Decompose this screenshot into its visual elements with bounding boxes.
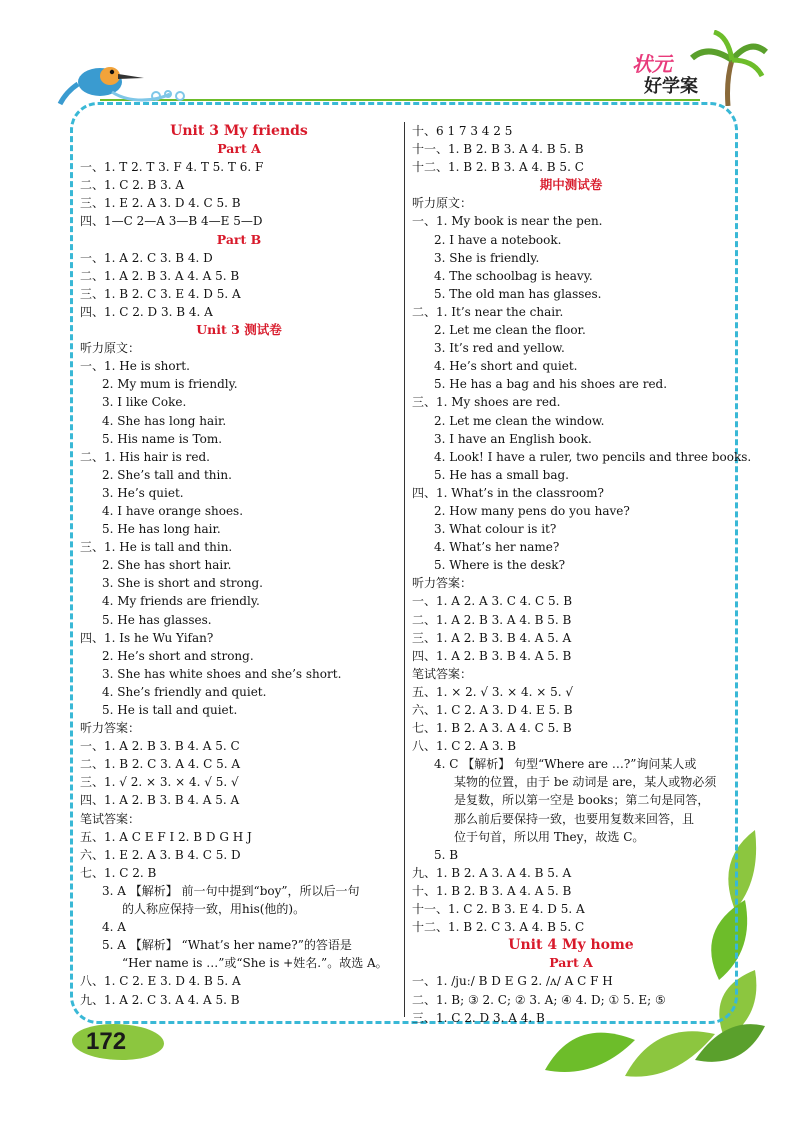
answer-line: 九、1. B 2. A 3. A 4. B 5. A: [412, 865, 572, 880]
answer-line-indented: 3. He’s quiet.: [102, 485, 184, 500]
answer-line: 二、1. C 2. B 3. A: [80, 178, 185, 193]
answer-line-indented: 4. What’s her name?: [434, 540, 560, 555]
logo-line1: 状元: [632, 52, 672, 76]
answer-line: 一、1. My book is near the pen.: [412, 214, 603, 229]
answer-line: 十、1. B 2. B 3. A 4. A 5. B: [412, 883, 572, 898]
answer-line-continuation: “Her name is …”或“She is +姓名.”。故选 A。: [122, 956, 388, 971]
right-column: [412, 122, 752, 1027]
answer-line: 三、1. √ 2. × 3. × 4. √ 5. √: [80, 775, 239, 790]
answer-line-continuation: 是复数，所以第一空是 books；第二句是同答，: [454, 793, 710, 808]
answer-line: 听力原文：: [412, 196, 473, 211]
answer-line-continuation: 某物的位置，由于 be 动词是 are，某人或物必须: [454, 775, 717, 790]
answer-line: 听力原文：: [80, 341, 141, 356]
answer-line-indented: 3. She has white shoes and she’s short.: [102, 666, 342, 681]
answer-line: 二、1. B; ③ 2. C; ② 3. A; ④ 4. D; ① 5. E; ⑤: [412, 992, 666, 1007]
answer-line-indented: 5. He has long hair.: [102, 522, 221, 537]
answer-line-indented: 4. The schoolbag is heavy.: [434, 268, 593, 283]
answer-line: 八、1. C 2. A 3. B: [412, 739, 517, 754]
answer-line: 五、1. × 2. √ 3. × 4. × 5. √: [412, 684, 574, 699]
logo-line2: 好学案: [644, 76, 698, 97]
answer-line-indented: 3. What colour is it?: [434, 522, 557, 537]
answer-line-indented: 5. He has a bag and his shoes are red.: [434, 377, 668, 392]
section-title: Unit 3 My friends: [170, 123, 308, 139]
answer-line: 三、1. My shoes are red.: [412, 395, 561, 410]
answer-line: 九、1. A 2. C 3. A 4. A 5. B: [80, 992, 240, 1007]
answer-line: 二、1. B 2. C 3. A 4. C 5. A: [80, 757, 241, 772]
answer-line: 一、1. A 2. C 3. B 4. D: [80, 250, 213, 265]
answer-line-indented: 2. Let me clean the window.: [434, 413, 605, 428]
answer-line-indented: 5. He is tall and quiet.: [102, 703, 238, 717]
answer-line-indented: 4. C 【解析】 句型“Where are …?”询问某人或: [434, 757, 697, 772]
answer-line: 一、1. A 2. A 3. C 4. C 5. B: [412, 594, 573, 609]
answer-line-indented: 3. I have an English book.: [434, 431, 592, 446]
answer-line: 三、1. A 2. B 3. B 4. A 5. A: [412, 630, 572, 645]
answer-line: 六、1. C 2. A 3. D 4. E 5. B: [412, 703, 573, 717]
answer-line-indented: 5. He has a small bag.: [434, 467, 569, 482]
answer-line: 三、1. E 2. A 3. D 4. C 5. B: [80, 196, 241, 211]
answer-line: 八、1. C 2. E 3. D 4. B 5. A: [80, 974, 241, 989]
answer-line-indented: 2. She has short hair.: [102, 558, 232, 573]
answer-line-indented: 5. His name is Tom.: [102, 431, 223, 446]
answer-line: 四、1—C 2—A 3—B 4—E 5—D: [80, 214, 263, 229]
answer-line: 听力答案：: [80, 721, 141, 736]
section-title: Unit 4 My home: [508, 937, 634, 954]
answer-line: 十二、1. B 2. C 3. A 4. B 5. C: [412, 920, 585, 935]
page-number: 172: [86, 1028, 127, 1055]
answer-line: 四、1. A 2. B 3. B 4. A 5. B: [412, 648, 572, 663]
answer-line: 三、1. He is tall and thin.: [80, 540, 233, 555]
answer-line-indented: 3. She is short and strong.: [102, 576, 263, 591]
answer-line-indented: 5. He has glasses.: [102, 612, 212, 627]
answer-line: 四、1. A 2. B 3. B 4. A 5. A: [80, 793, 240, 808]
section-subtitle: Unit 3 测试卷: [196, 322, 282, 338]
answer-line: 笔试答案：: [412, 666, 473, 681]
answer-line-indented: 5. The old man has glasses.: [434, 286, 602, 301]
section-subtitle: Part A: [217, 141, 261, 157]
answer-line-indented: 4. He’s short and quiet.: [434, 359, 578, 374]
answer-line-indented: 2. He’s short and strong.: [102, 648, 254, 663]
answer-line: 笔试答案：: [80, 811, 141, 826]
answer-line-indented: 4. She’s friendly and quiet.: [102, 684, 267, 699]
answer-line-indented: 5. Where is the desk?: [434, 558, 566, 573]
answer-line: 四、1. C 2. D 3. B 4. A: [80, 304, 213, 319]
section-subtitle: Part B: [216, 231, 262, 247]
answer-line: 三、1. C 2. D 3. A 4. B: [412, 1010, 545, 1025]
answer-line-continuation: 的人称应保持一致，用his(他的)。: [122, 902, 306, 917]
answer-line-indented: 5. A 【解析】 “What’s her name?”的答语是: [102, 938, 352, 953]
answer-line-continuation: 位于句首，所以用 They，故选 C。: [454, 829, 645, 844]
answer-line: 十一、1. C 2. B 3. E 4. D 5. A: [412, 902, 585, 917]
answer-line: 一、1. He is short.: [80, 359, 190, 374]
answer-line-continuation: 那么前后要保持一致，也要用复数来回答，且: [454, 811, 695, 826]
answer-line: 二、1. A 2. B 3. A 4. B 5. B: [412, 612, 572, 627]
answer-line: 十、6 1 7 3 4 2 5: [412, 124, 513, 138]
section-subtitle: Part A: [549, 955, 593, 971]
answer-line: 七、1. C 2. B: [80, 865, 157, 880]
answer-line: 六、1. E 2. A 3. B 4. C 5. D: [80, 847, 241, 862]
answer-line-indented: 2. How many pens do you have?: [434, 503, 630, 518]
answer-line-indented: 2. I have a notebook.: [434, 232, 562, 247]
answer-line: 三、1. B 2. C 3. E 4. D 5. A: [80, 286, 241, 301]
answer-line-indented: 2. Let me clean the floor.: [434, 323, 586, 338]
answer-line-indented: 2. My mum is friendly.: [102, 377, 238, 392]
answer-line-indented: 4. A: [102, 920, 126, 935]
answer-line-indented: 2. She’s tall and thin.: [102, 467, 232, 482]
answer-line-indented: 4. She has long hair.: [102, 413, 227, 428]
answer-line-indented: 3. A 【解析】 前一句中提到“boy”，所以后一句: [102, 883, 360, 898]
section-subtitle: 期中测试卷: [539, 177, 603, 193]
answer-line: 二、1. It’s near the chair.: [412, 304, 564, 319]
answer-line: 十一、1. B 2. B 3. A 4. B 5. B: [412, 142, 584, 157]
answer-line-indented: 4. Look! I have a ruler, two pencils and three books.: [434, 449, 752, 464]
answer-line: 四、1. Is he Wu Yifan?: [80, 630, 214, 645]
answer-line-indented: 4. I have orange shoes.: [102, 503, 244, 518]
answer-line: 听力答案：: [412, 576, 473, 591]
answer-line-indented: 4. My friends are friendly.: [102, 594, 260, 609]
answer-line: 一、1. T 2. T 3. F 4. T 5. T 6. F: [80, 160, 264, 175]
answer-line: 四、1. What’s in the classroom?: [412, 485, 604, 500]
answer-line: 二、1. A 2. B 3. A 4. A 5. B: [80, 268, 240, 283]
brand-logo: [624, 48, 724, 98]
answer-line-indented: 5. B: [434, 847, 459, 862]
page-number-badge: [72, 1024, 164, 1060]
left-column: [80, 122, 398, 1009]
answer-line: 十二、1. B 2. B 3. A 4. B 5. C: [412, 160, 584, 175]
answer-line: 一、1. /juː/ B D E G 2. /ʌ/ A C F H: [412, 974, 613, 989]
answer-line-indented: 3. I like Coke.: [102, 395, 187, 410]
answer-line: 七、1. B 2. A 3. A 4. C 5. B: [412, 721, 572, 736]
answer-line: 一、1. A 2. B 3. B 4. A 5. C: [80, 739, 240, 754]
answer-line-indented: 3. She is friendly.: [434, 250, 540, 265]
answer-line: 二、1. His hair is red.: [80, 449, 210, 464]
answer-line: 五、1. A C E F I 2. B D G H J: [80, 829, 252, 844]
column-divider: [404, 122, 405, 1017]
answer-line-indented: 3. It’s red and yellow.: [434, 341, 565, 356]
